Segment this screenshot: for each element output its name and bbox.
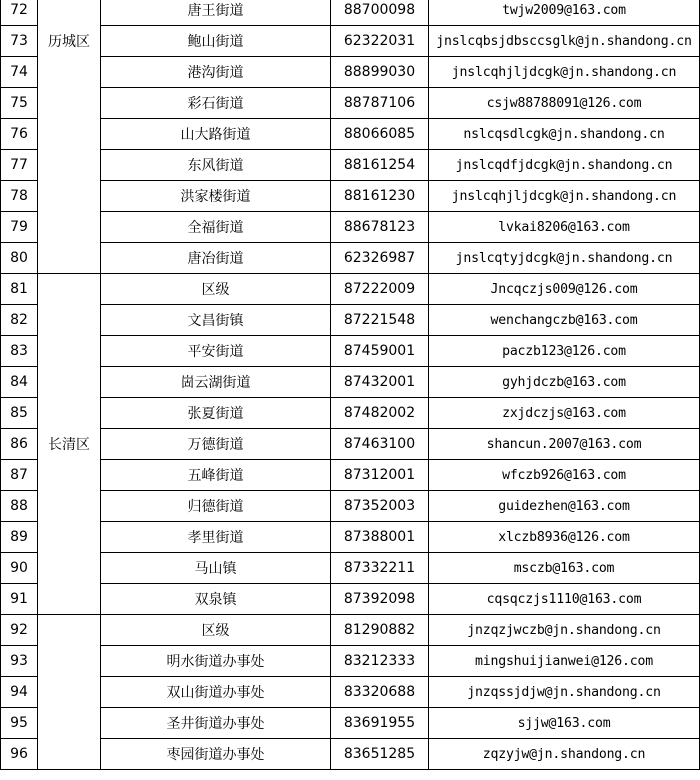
street-name: 双泉镇 xyxy=(101,584,331,615)
email-address: sjjw@163.com xyxy=(429,708,700,739)
street-name: 鲍山街道 xyxy=(101,26,331,57)
street-name: 圣井街道办事处 xyxy=(101,708,331,739)
email-address: zxjdczjs@163.com xyxy=(429,398,700,429)
street-name: 彩石街道 xyxy=(101,88,331,119)
table-row xyxy=(1,0,700,26)
table-row xyxy=(1,522,700,553)
street-name: 马山镇 xyxy=(101,553,331,584)
email-address: lvkai8206@163.com xyxy=(429,212,700,243)
street-name: 区级 xyxy=(101,615,331,646)
table-row xyxy=(1,553,700,584)
row-number: 75 xyxy=(1,88,38,119)
email-address: nslcqsdlcgk@jn.shandong.cn xyxy=(429,119,700,150)
district-name: 历城区 xyxy=(48,34,90,50)
row-number: 86 xyxy=(1,429,38,460)
phone-number: 88161230 xyxy=(331,181,429,212)
email-address: wenchangczb@163.com xyxy=(429,305,700,336)
email-address: paczb123@126.com xyxy=(429,336,700,367)
street-name: 东风街道 xyxy=(101,150,331,181)
table-row xyxy=(1,429,700,460)
table-row xyxy=(1,181,700,212)
street-name: 港沟街道 xyxy=(101,57,331,88)
phone-number: 83691955 xyxy=(331,708,429,739)
table-row xyxy=(1,150,700,181)
table-row xyxy=(1,336,700,367)
table-row xyxy=(1,460,700,491)
phone-number: 87432001 xyxy=(331,367,429,398)
table-row xyxy=(1,26,700,57)
district-cell xyxy=(38,615,101,770)
district-cell xyxy=(38,274,101,615)
street-name: 枣园街道办事处 xyxy=(101,739,331,770)
table-row xyxy=(1,677,700,708)
table-row xyxy=(1,243,700,274)
table-row xyxy=(1,646,700,677)
row-number: 94 xyxy=(1,677,38,708)
street-name: 唐王街道 xyxy=(101,0,331,26)
phone-number: 87482002 xyxy=(331,398,429,429)
street-name: 明水街道办事处 xyxy=(101,646,331,677)
street-name: 山大路街道 xyxy=(101,119,331,150)
street-name: 五峰街道 xyxy=(101,460,331,491)
street-name: 洪家楼街道 xyxy=(101,181,331,212)
table-row xyxy=(1,305,700,336)
table-row xyxy=(1,491,700,522)
contact-table-body xyxy=(1,0,700,770)
phone-number: 88161254 xyxy=(331,150,429,181)
phone-number: 88066085 xyxy=(331,119,429,150)
phone-number: 87332211 xyxy=(331,553,429,584)
table-row xyxy=(1,274,700,305)
phone-number: 87463100 xyxy=(331,429,429,460)
phone-number: 88787106 xyxy=(331,88,429,119)
row-number: 81 xyxy=(1,274,38,305)
row-number: 76 xyxy=(1,119,38,150)
table-row xyxy=(1,212,700,243)
phone-number: 87352003 xyxy=(331,491,429,522)
row-number: 78 xyxy=(1,181,38,212)
phone-number: 83212333 xyxy=(331,646,429,677)
street-name: 张夏街道 xyxy=(101,398,331,429)
table-row xyxy=(1,367,700,398)
table-row xyxy=(1,88,700,119)
phone-number: 87222009 xyxy=(331,274,429,305)
table-row xyxy=(1,708,700,739)
row-number: 77 xyxy=(1,150,38,181)
email-address: jnzqssjdjw@jn.shandong.cn xyxy=(429,677,700,708)
phone-number: 87392098 xyxy=(331,584,429,615)
phone-number: 88700098 xyxy=(331,0,429,26)
district-cell xyxy=(38,0,101,274)
phone-number: 62322031 xyxy=(331,26,429,57)
street-name: 区级 xyxy=(101,274,331,305)
row-number: 95 xyxy=(1,708,38,739)
table-row xyxy=(1,398,700,429)
row-number: 73 xyxy=(1,26,38,57)
email-address: jnslcqbsjdbsccsglk@jn.shandong.cn xyxy=(429,26,700,57)
phone-number: 88678123 xyxy=(331,212,429,243)
email-address: Jncqczjs009@126.com xyxy=(429,274,700,305)
phone-number: 87388001 xyxy=(331,522,429,553)
table-row xyxy=(1,615,700,646)
table-row xyxy=(1,584,700,615)
email-address: xlczb8936@126.com xyxy=(429,522,700,553)
phone-number: 88899030 xyxy=(331,57,429,88)
email-address: jnzqzjwczb@jn.shandong.cn xyxy=(429,615,700,646)
street-name: 文昌街镇 xyxy=(101,305,331,336)
street-name: 双山街道办事处 xyxy=(101,677,331,708)
email-address: guidezhen@163.com xyxy=(429,491,700,522)
row-number: 93 xyxy=(1,646,38,677)
row-number: 72 xyxy=(1,0,38,26)
row-number: 89 xyxy=(1,522,38,553)
street-name: 唐冶街道 xyxy=(101,243,331,274)
street-name: 平安街道 xyxy=(101,336,331,367)
email-address: jnslcqhjljdcgk@jn.shandong.cn xyxy=(429,57,700,88)
row-number: 79 xyxy=(1,212,38,243)
email-address: jnslcqhjljdcgk@jn.shandong.cn xyxy=(429,181,700,212)
row-number: 85 xyxy=(1,398,38,429)
row-number: 80 xyxy=(1,243,38,274)
email-address: mingshuijianwei@126.com xyxy=(429,646,700,677)
row-number: 74 xyxy=(1,57,38,88)
phone-number: 87459001 xyxy=(331,336,429,367)
row-number: 96 xyxy=(1,739,38,770)
table-row xyxy=(1,739,700,770)
table-row xyxy=(1,119,700,150)
row-number: 84 xyxy=(1,367,38,398)
street-name: 全福街道 xyxy=(101,212,331,243)
row-number: 82 xyxy=(1,305,38,336)
email-address: zqzyjw@jn.shandong.cn xyxy=(429,739,700,770)
email-address: msczb@163.com xyxy=(429,553,700,584)
email-address: shancun.2007@163.com xyxy=(429,429,700,460)
row-number: 88 xyxy=(1,491,38,522)
street-name: 崮云湖街道 xyxy=(101,367,331,398)
email-address: cqsqczjs1110@163.com xyxy=(429,584,700,615)
email-address: jnslcqdfjdcgk@jn.shandong.cn xyxy=(429,150,700,181)
phone-number: 83320688 xyxy=(331,677,429,708)
street-name: 归德街道 xyxy=(101,491,331,522)
row-number: 91 xyxy=(1,584,38,615)
street-name: 孝里街道 xyxy=(101,522,331,553)
phone-number: 81290882 xyxy=(331,615,429,646)
email-address: csjw88788091@126.com xyxy=(429,88,700,119)
email-address: gyhjdczb@163.com xyxy=(429,367,700,398)
row-number: 83 xyxy=(1,336,38,367)
row-number: 87 xyxy=(1,460,38,491)
phone-number: 87312001 xyxy=(331,460,429,491)
phone-number: 62326987 xyxy=(331,243,429,274)
row-number: 92 xyxy=(1,615,38,646)
phone-number: 83651285 xyxy=(331,739,429,770)
email-address: jnslcqtyjdcgk@jn.shandong.cn xyxy=(429,243,700,274)
district-name: 长清区 xyxy=(48,437,90,453)
street-name: 万德街道 xyxy=(101,429,331,460)
email-address: twjw2009@163.com xyxy=(429,0,700,26)
email-address: wfczb926@163.com xyxy=(429,460,700,491)
table-row xyxy=(1,57,700,88)
row-number: 90 xyxy=(1,553,38,584)
phone-number: 87221548 xyxy=(331,305,429,336)
